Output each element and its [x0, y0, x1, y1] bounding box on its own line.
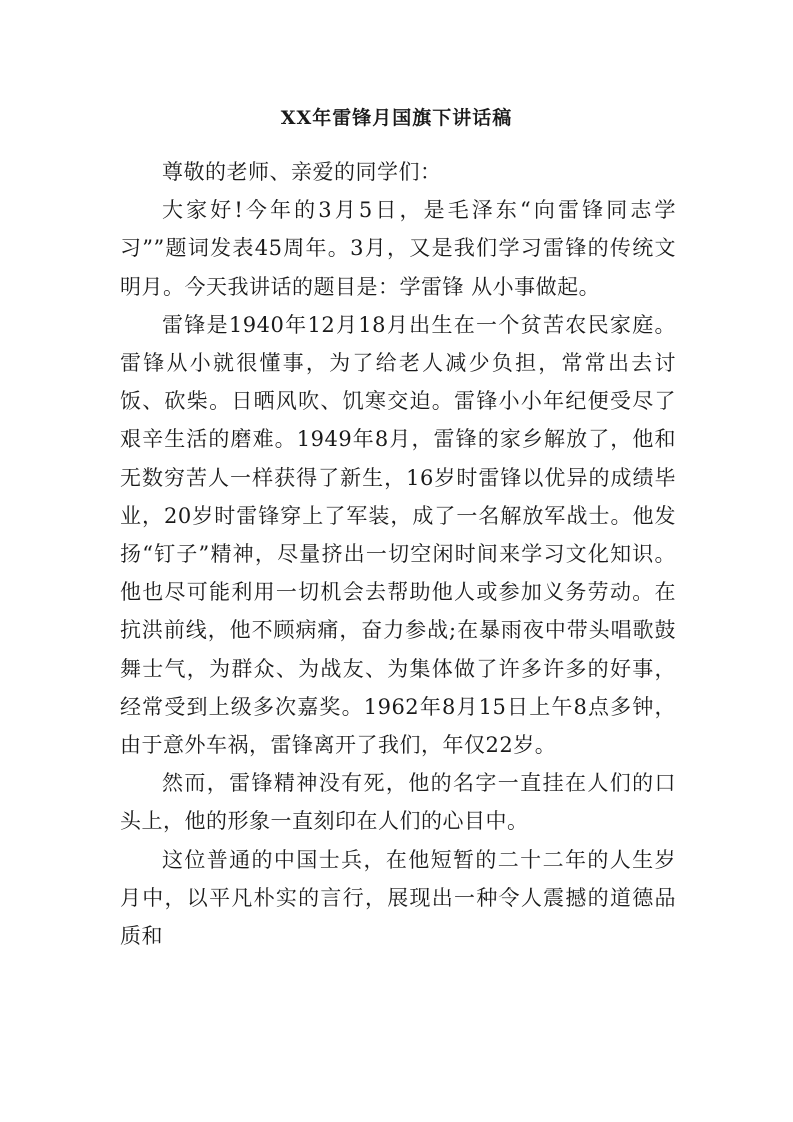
paragraph-intro: 大家好!今年的3月5日，是毛泽东“向雷锋同志学习””题词发表45周年。3月，又是我们学习雷锋的传统文明月。今天我讲话的题目是：学雷锋 从小事做起。 — [120, 198, 676, 299]
paragraph-biography: 雷锋是1940年12月18月出生在一个贫苦农民家庭。雷锋从小就很懂事，为了给老人减少负担，常常出去讨饭、砍柴。日晒风吹、饥寒交迫。雷锋小小年纪便受尽了艰辛生活的磨难。1949年8月，雷锋的家乡解放了，他和无数穷苦人一样获得了新生，16岁时雷锋以优异的成绩毕业，20岁时雷锋穿上了军装，成了一名解放军战士。他发扬“钉子”精神，尽量挤出一切空闲时间来学习文化知识。他也尽可能利用一切机会去帮助他人或参加义务劳动。在抗洪前线，他不顾病痛，奋力参战;在暴雨夜中带头唱歌鼓舞士气，为群众、为战友、为集体做了许多许多的好事，经常受到上级多次嘉奖。1962年8月15日上午8点多钟，由于意外车祸，雷锋离开了我们，年仅22岁。 — [120, 312, 676, 758]
paragraph-spirit: 然而，雷锋精神没有死，他的名字一直挂在人们的口头上，他的形象一直刻印在人们的心目中。 — [120, 771, 676, 834]
faint-watermark — [121, 1003, 361, 1023]
greeting-line: 尊敬的老师、亲爱的同学们： — [162, 160, 442, 184]
document-title: XX年雷锋月国旗下讲话稿 — [280, 107, 513, 129]
paragraph-soldier: 这位普通的中国士兵，在他短暂的二十二年的人生岁月中，以平凡朴实的言行，展现出一种令人震撼的道德品质和 — [120, 847, 676, 949]
document-body — [120, 153, 676, 955]
